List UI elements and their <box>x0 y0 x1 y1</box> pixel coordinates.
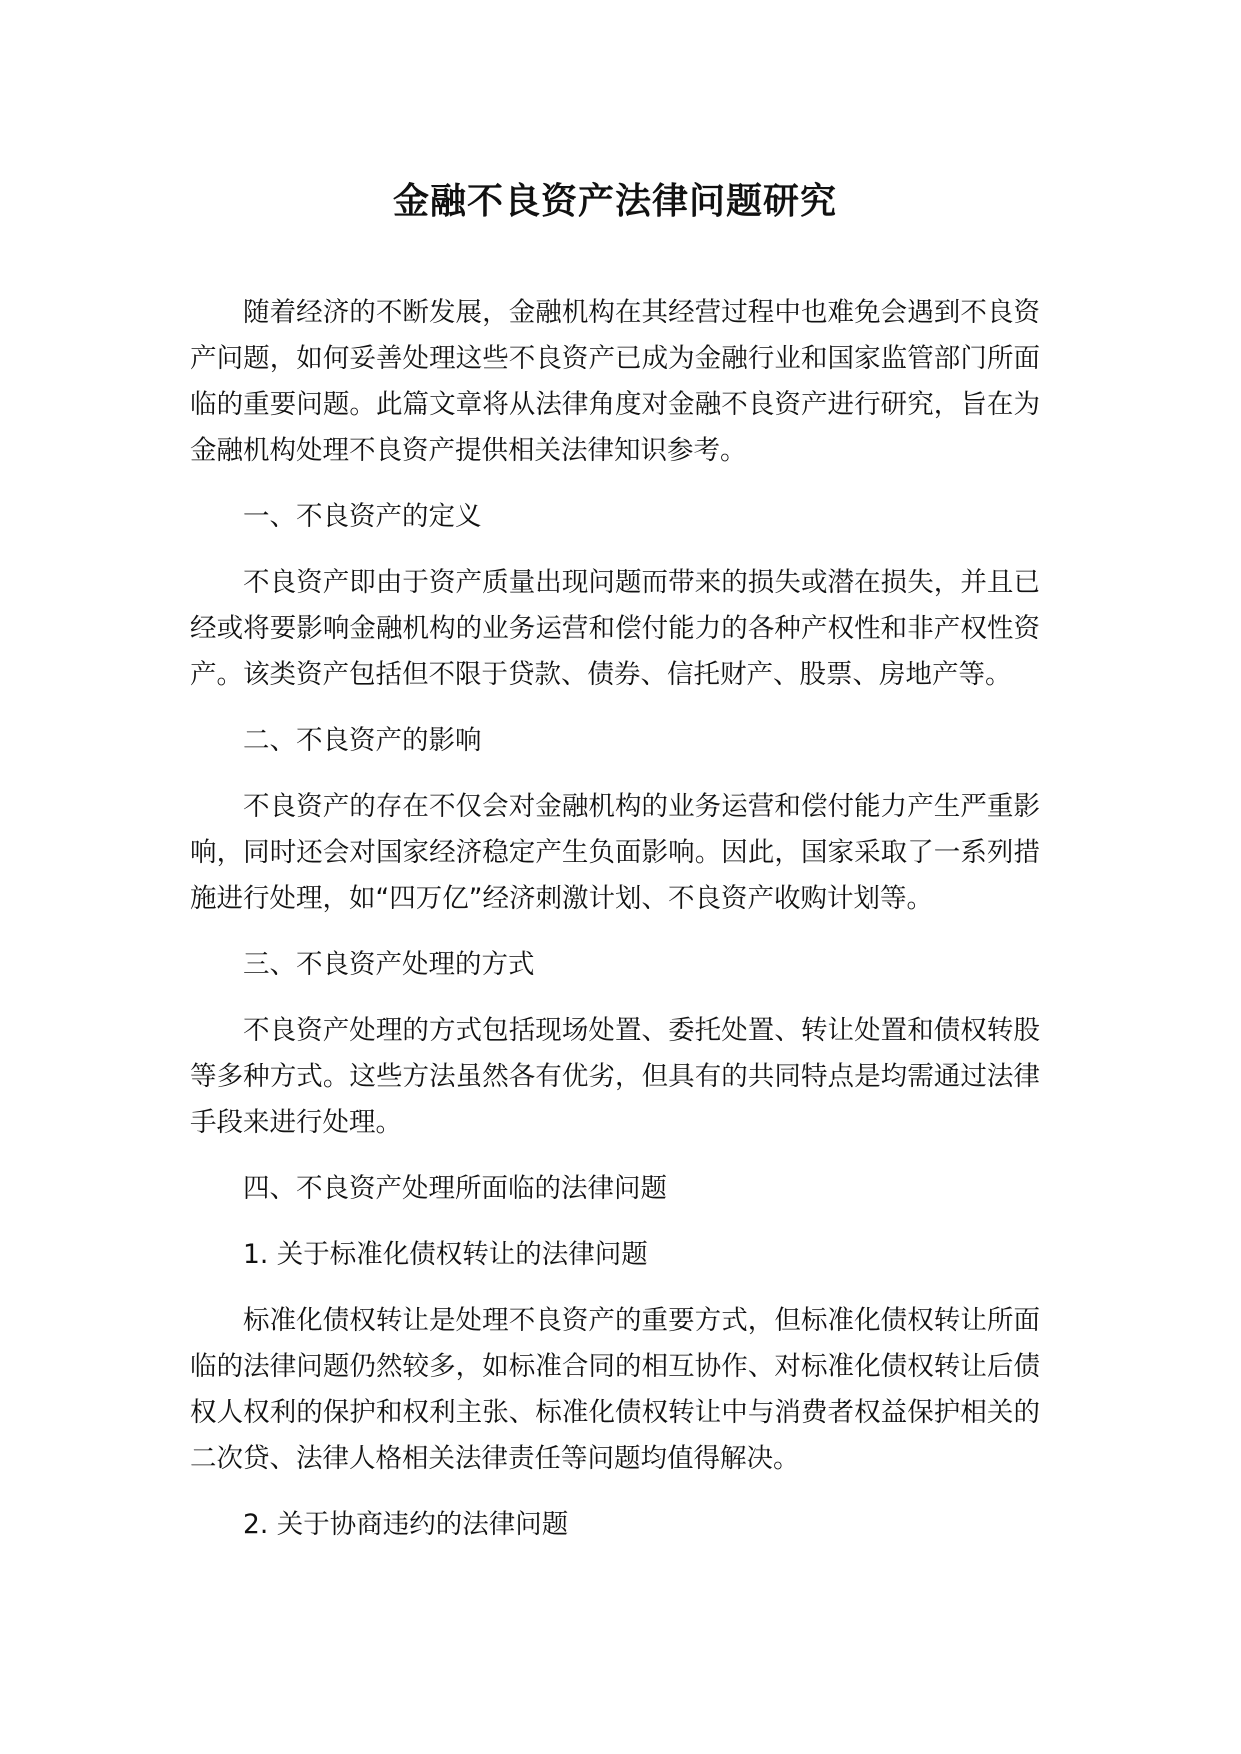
section-2-heading: 二、不良资产的影响 <box>243 725 482 756</box>
section-3-heading: 三、不良资产处理的方式 <box>243 949 535 980</box>
document-title: 金融不良资产法律问题研究 <box>392 181 837 222</box>
section-2-paragraph: 不良资产的存在不仅会对金融机构的业务运营和偿付能力产生严重影响，同时还会对国家经济稳定产生负面影响。因此，国家采取了一系列措施进行处理，如“四万亿”经济刺激计划、不良资产收购计划等。 <box>190 791 1040 914</box>
document-body <box>190 290 1040 1548</box>
section-1-heading: 一、不良资产的定义 <box>243 501 482 532</box>
subsection-1-heading: 1. 关于标准化债权转让的法律问题 <box>243 1239 648 1270</box>
section-3-paragraph: 不良资产处理的方式包括现场处置、委托处置、转让处置和债权转股等多种方式。这些方法虽然各有优劣，但具有的共同特点是均需通过法律手段来进行处理。 <box>190 1015 1040 1138</box>
subsection-1-paragraph: 标准化债权转让是处理不良资产的重要方式，但标准化债权转让所面临的法律问题仍然较多，如标准合同的相互协作、对标准化债权转让后债权人权利的保护和权利主张、标准化债权转让中与消费者权益保护相关的二次贷、法律人格相关法律责任等问题均值得解决。 <box>190 1305 1040 1474</box>
subsection-2-heading: 2. 关于协商违约的法律问题 <box>243 1509 569 1540</box>
intro-paragraph: 随着经济的不断发展，金融机构在其经营过程中也难免会遇到不良资产问题，如何妥善处理这些不良资产已成为金融行业和国家监管部门所面临的重要问题。此篇文章将从法律角度对金融不良资产进行研究，旨在为金融机构处理不良资产提供相关法律知识参考。 <box>190 297 1040 466</box>
section-4-heading: 四、不良资产处理所面临的法律问题 <box>243 1173 667 1204</box>
section-1-paragraph: 不良资产即由于资产质量出现问题而带来的损失或潜在损失，并且已经或将要影响金融机构的业务运营和偿付能力的各种产权性和非产权性资产。该类资产包括但不限于贷款、债券、信托财产、股票、房地产等。 <box>190 567 1040 690</box>
